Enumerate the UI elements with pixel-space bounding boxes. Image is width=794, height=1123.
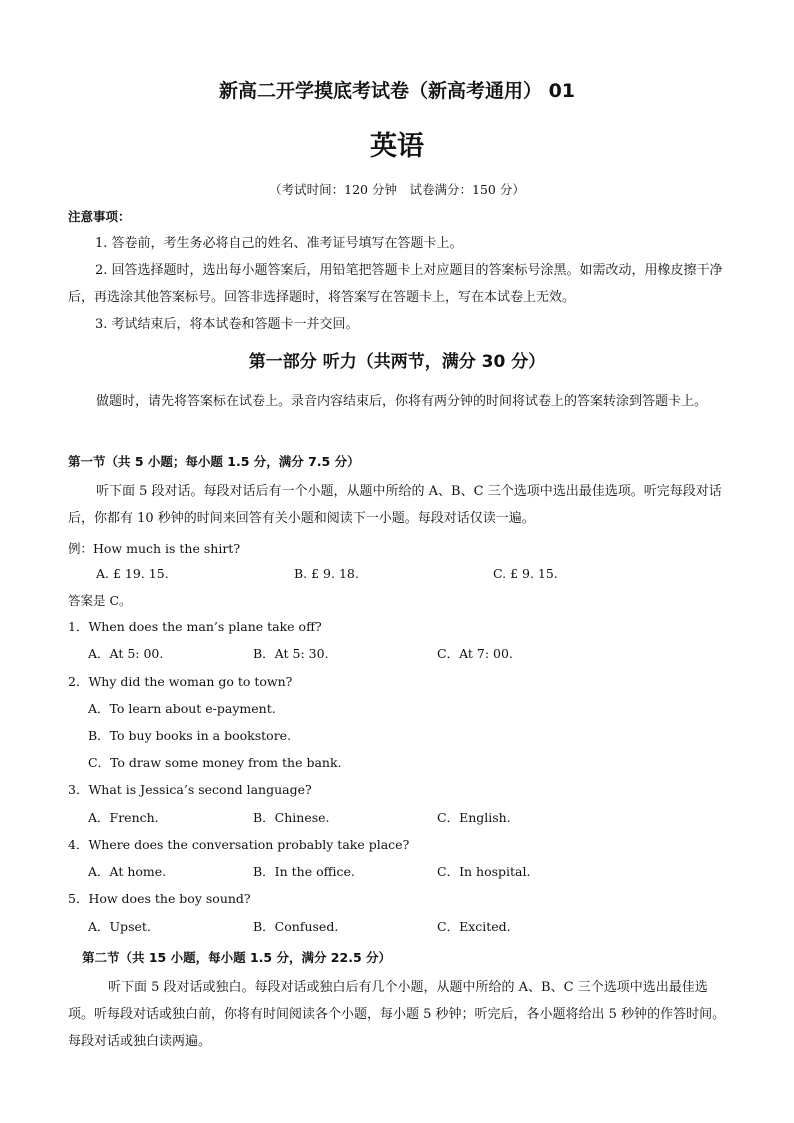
example-answer: 答案是 C。	[68, 593, 132, 608]
example-option-a: A. £ 19. 15.	[96, 566, 169, 581]
question-3-option-c: C．English.	[437, 810, 511, 825]
section2-intro: 听下面 5 段对话或独白。每段对话或独白后有几个小题，从题中所给的 A、B、C 三个选项中选出最佳选项。听每段对话或独白前，你将有时间阅读各个小题，每小题 5 秒钟；听完后，各小题将给出 5 秒钟的作答时间。每段对话或独白读两遍。	[68, 980, 726, 1049]
question-2-option-a: A．To learn about e-payment.	[88, 701, 276, 716]
notice-item-1: 1. 答卷前，考生务必将自己的姓名、准考证号填写在答题卡上。	[95, 236, 463, 251]
question-2: 2．Why did the woman go to town?	[68, 674, 293, 689]
question-1-option-a: A．At 5: 00.	[88, 646, 164, 661]
question-5-option-c: C．Excited.	[437, 919, 511, 934]
question-4-option-c: C．In hospital.	[437, 864, 531, 879]
question-5-option-a: A．Upset.	[88, 919, 151, 934]
question-1: 1．When does the man’s plane take off?	[68, 619, 322, 634]
section2-heading: 第二节（共 15 小题，每小题 1.5 分，满分 22.5 分）	[82, 950, 391, 965]
question-1-option-b: B．At 5: 30.	[253, 646, 329, 661]
section1-intro: 听下面 5 段对话。每段对话后有一个小题，从题中所给的 A、B、C 三个选项中选出最佳选项。听完每段对话后，你都有 10 秒钟的时间来回答有关小题和阅读下一小题。每段对话仅读一遍。	[68, 484, 722, 526]
question-2-option-c: C．To draw some money from the bank.	[88, 755, 342, 770]
exam-title: 新高二开学摸底考试卷（新高考通用） 01	[218, 80, 576, 102]
question-1-option-c: C．At 7: 00.	[437, 646, 513, 661]
question-4-option-b: B．In the office.	[253, 864, 355, 879]
question-3-option-b: B．Chinese.	[253, 810, 330, 825]
exam-meta: （考试时间：120 分钟 试卷满分：150 分）	[269, 182, 525, 197]
part1-heading: 第一部分 听力（共两节，满分 30 分）	[248, 352, 546, 372]
question-4: 4．Where does the conversation probably take place?	[68, 837, 410, 852]
notice-heading: 注意事项：	[68, 209, 131, 224]
question-5: 5．How does the boy sound?	[68, 891, 251, 906]
notice-item-2: 2. 回答选择题时，选出每小题答案后，用铅笔把答题卡上对应题目的答案标号涂黑。如需改动，用橡皮擦干净后，再选涂其他答案标号。回答非选择题时，将答案写在答题卡上，写在本试卷上无效。	[68, 263, 723, 305]
part1-intro: 做题时，请先将答案标在试卷上。录音内容结束后，你将有两分钟的时间将试卷上的答案转涂到答题卡上。	[96, 394, 708, 409]
question-3: 3．What is Jessica’s second language?	[68, 782, 312, 797]
example-option-c: C. £ 9. 15.	[493, 566, 558, 581]
section1-heading: 第一节（共 5 小题；每小题 1.5 分，满分 7.5 分）	[68, 454, 360, 469]
example-question: 例：How much is the shirt?	[68, 541, 241, 556]
notice-item-3: 3. 考试结束后，将本试卷和答题卡一并交回。	[95, 317, 359, 332]
question-5-option-b: B．Confused.	[253, 919, 339, 934]
question-2-option-b: B．To buy books in a bookstore.	[88, 728, 292, 743]
question-3-option-a: A．French.	[88, 810, 159, 825]
exam-subject: 英语	[370, 131, 424, 162]
question-4-option-a: A．At home.	[88, 864, 167, 879]
example-option-b: B. £ 9. 18.	[294, 566, 359, 581]
